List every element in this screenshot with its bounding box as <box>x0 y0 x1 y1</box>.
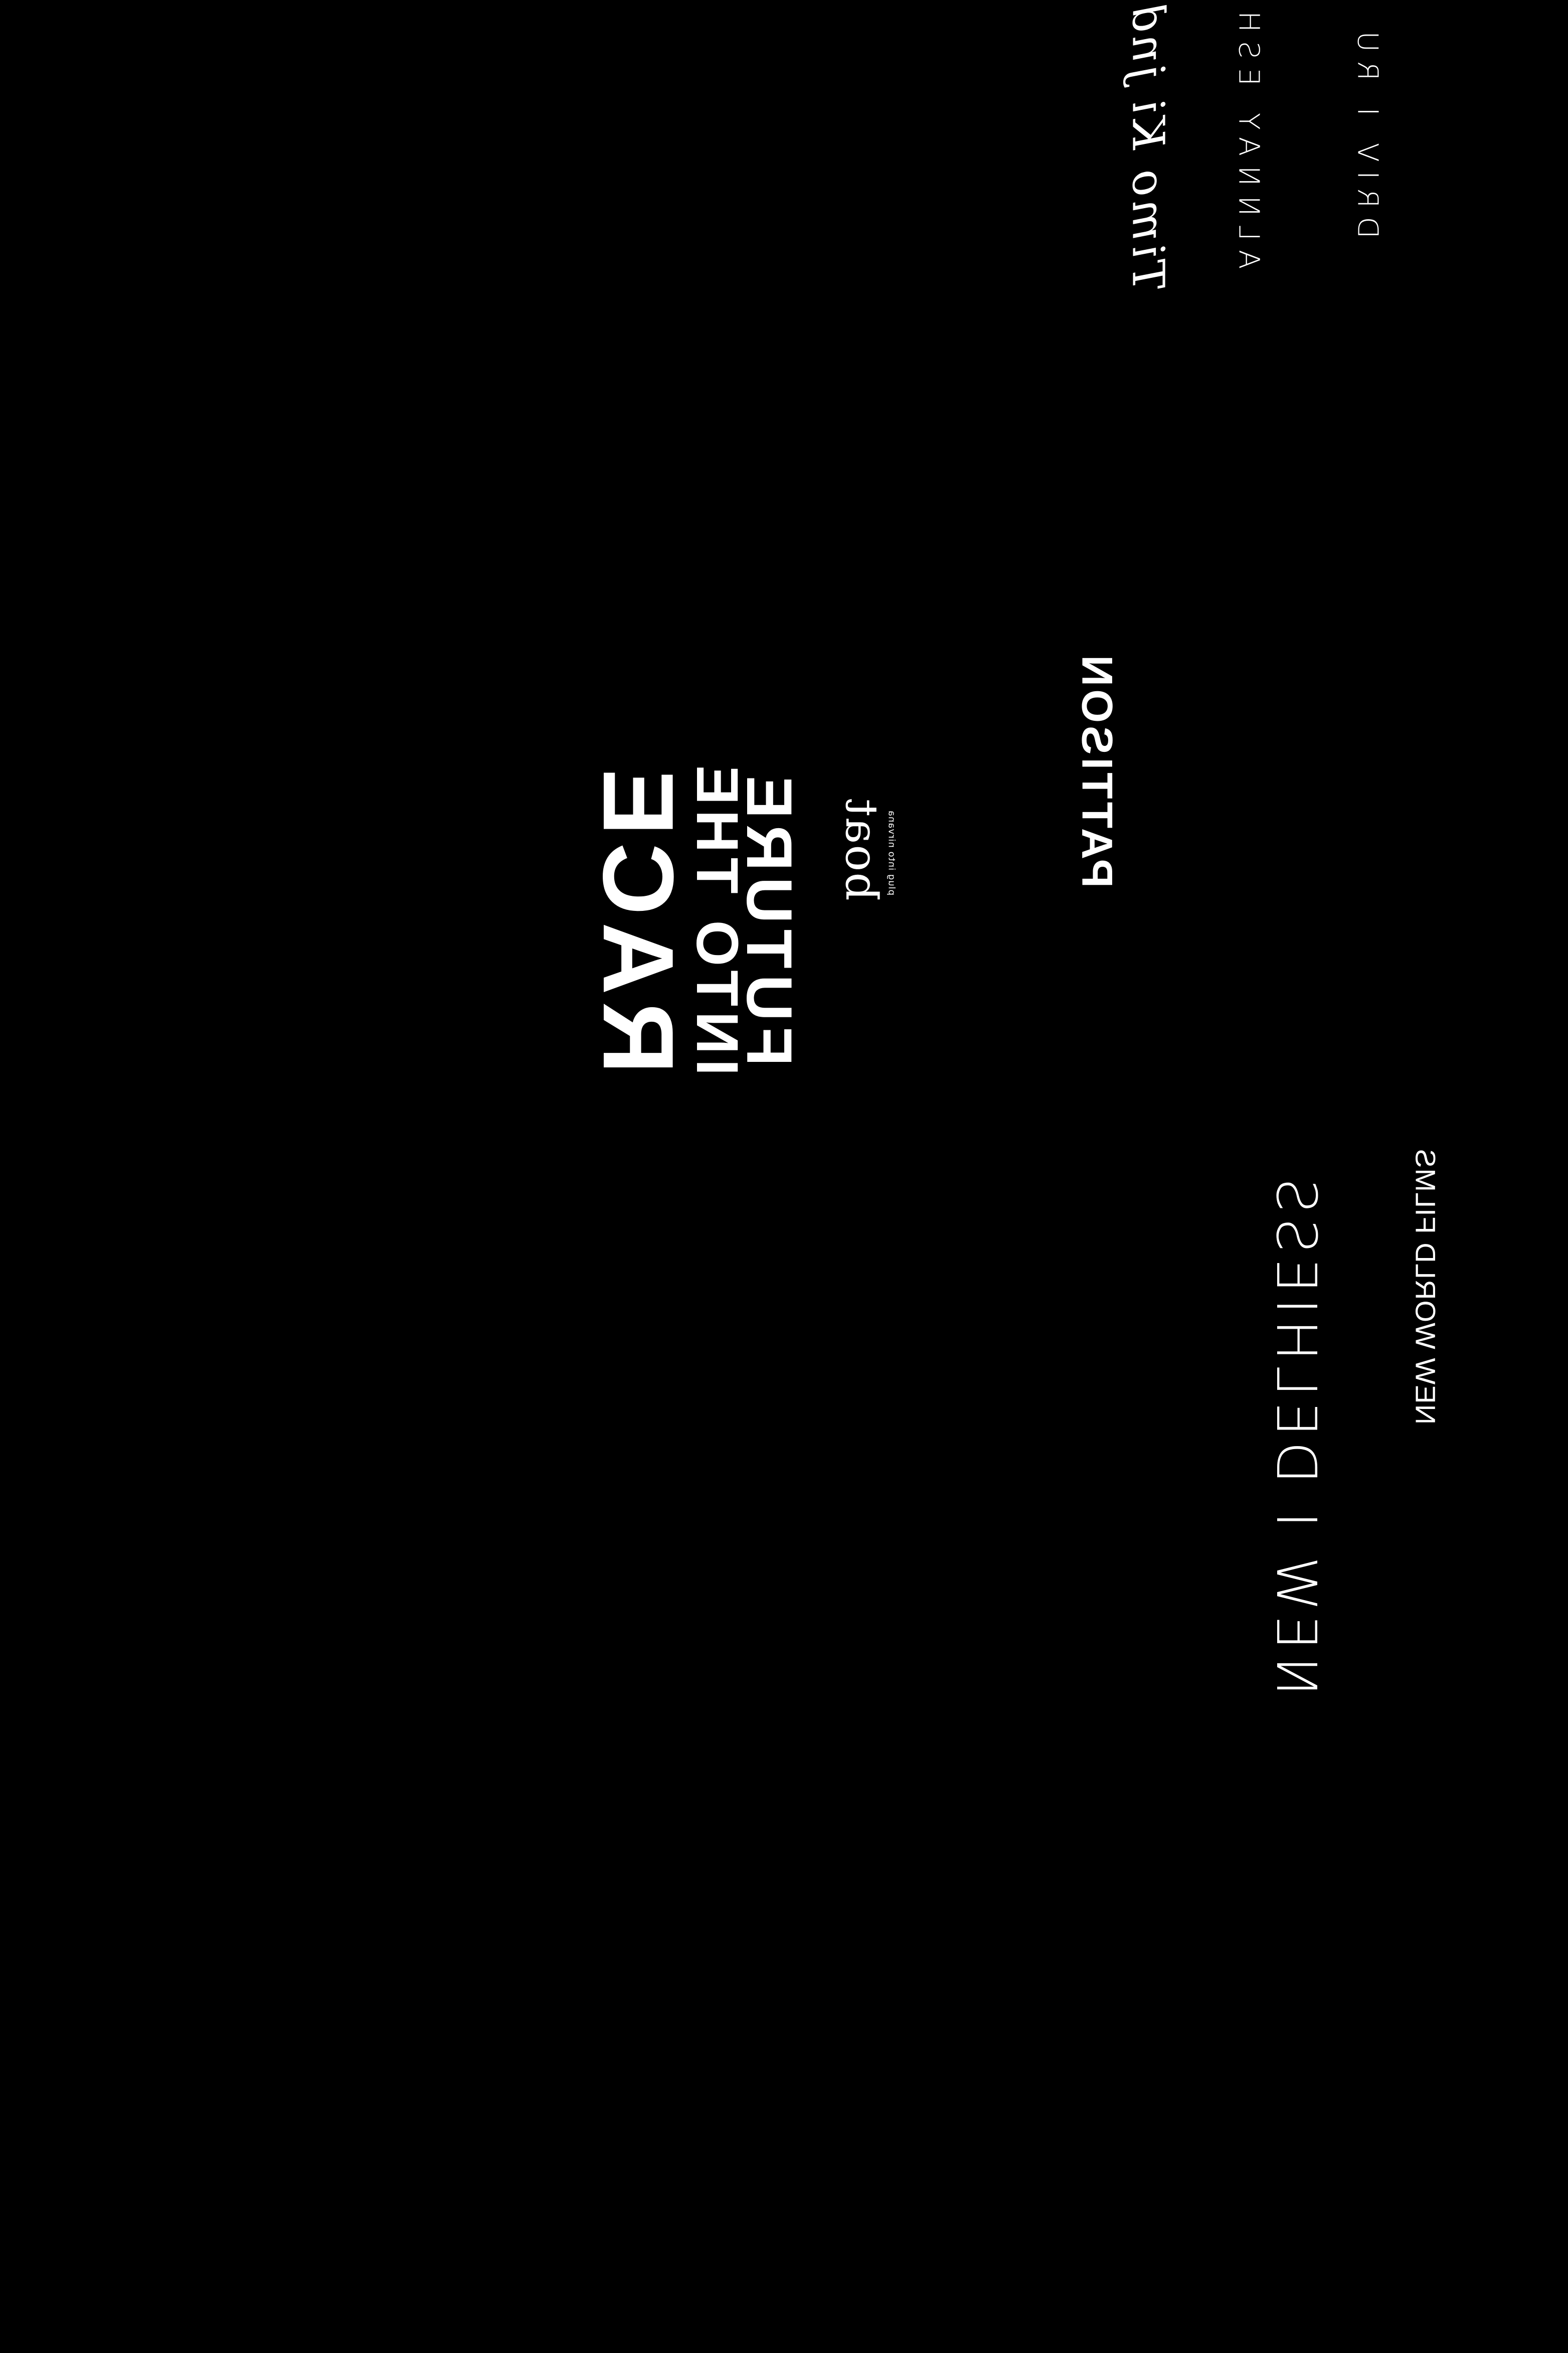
series-label: NEW WORLD FILMS <box>1410 1148 1442 1425</box>
title-line-2: INTO THE <box>684 760 750 1076</box>
series-handwritten: NEW I DELHIESS <box>1264 1173 1328 1696</box>
title-line-3: FUTURE <box>733 769 805 1066</box>
boat-logo: boat <box>835 798 888 901</box>
title-line-1: RACE <box>582 761 694 1074</box>
credit-line-1: DRIV I RU <box>1351 22 1384 239</box>
credit-signature: Timo Ki jnd <box>1122 0 1174 291</box>
credit-line-2: ALNNAY ESH <box>1232 2 1265 269</box>
boat-tagline: plug into nirvana <box>886 810 897 896</box>
artist-name: PATTISON <box>1073 652 1121 888</box>
